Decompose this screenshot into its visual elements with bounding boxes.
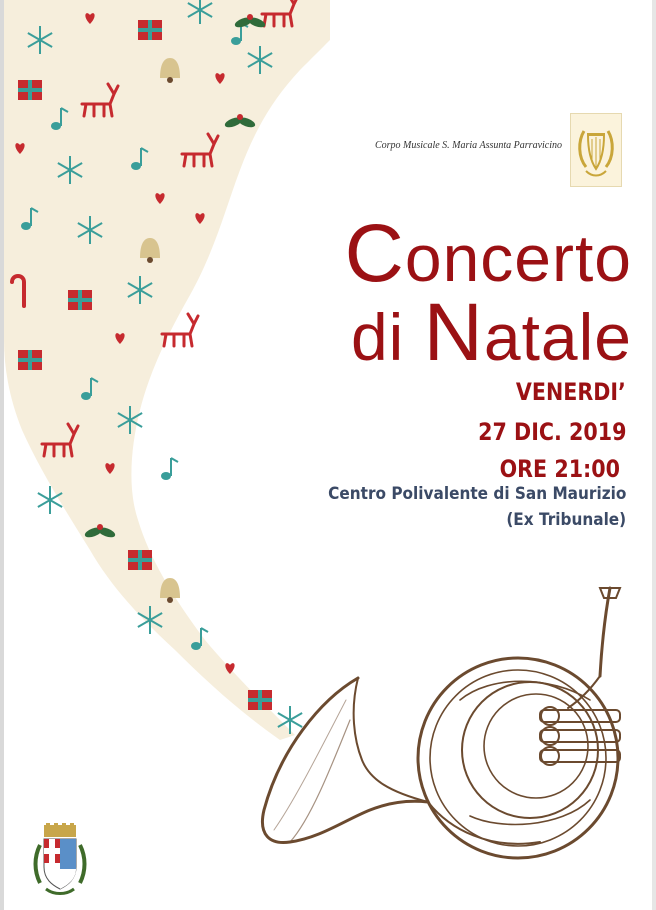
gift-icon [18, 80, 42, 100]
venue-name: Centro Polivalente di San Maurizio [327, 484, 626, 504]
french-horn-icon [250, 580, 640, 900]
title-cap-n: N [423, 287, 484, 378]
concert-title-line-1 [344, 208, 632, 299]
municipal-crest-icon [32, 823, 88, 895]
title-rest-2: atale [483, 300, 632, 374]
music-note-icon [161, 458, 178, 480]
gift-icon [128, 550, 152, 570]
gift-icon [18, 350, 42, 370]
event-time: ORE 21:00 [499, 455, 620, 483]
title-pre-2: di [350, 300, 424, 374]
venue-note: (Ex Tribunale) [506, 510, 626, 530]
gift-icon [138, 20, 162, 40]
concert-title-line-2 [350, 287, 632, 378]
event-day: VENERDI’ [516, 378, 626, 406]
band-name: Corpo Musicale S. Maria Assunta Parravicino [374, 140, 562, 151]
lyre-laurel-icon [570, 113, 622, 187]
gift-icon [68, 290, 92, 310]
event-date: 27 DIC. 2019 [477, 418, 626, 446]
title-rest-1: oncerto [404, 221, 632, 295]
title-cap-c: C [344, 208, 405, 299]
page-edge-right [652, 0, 656, 910]
